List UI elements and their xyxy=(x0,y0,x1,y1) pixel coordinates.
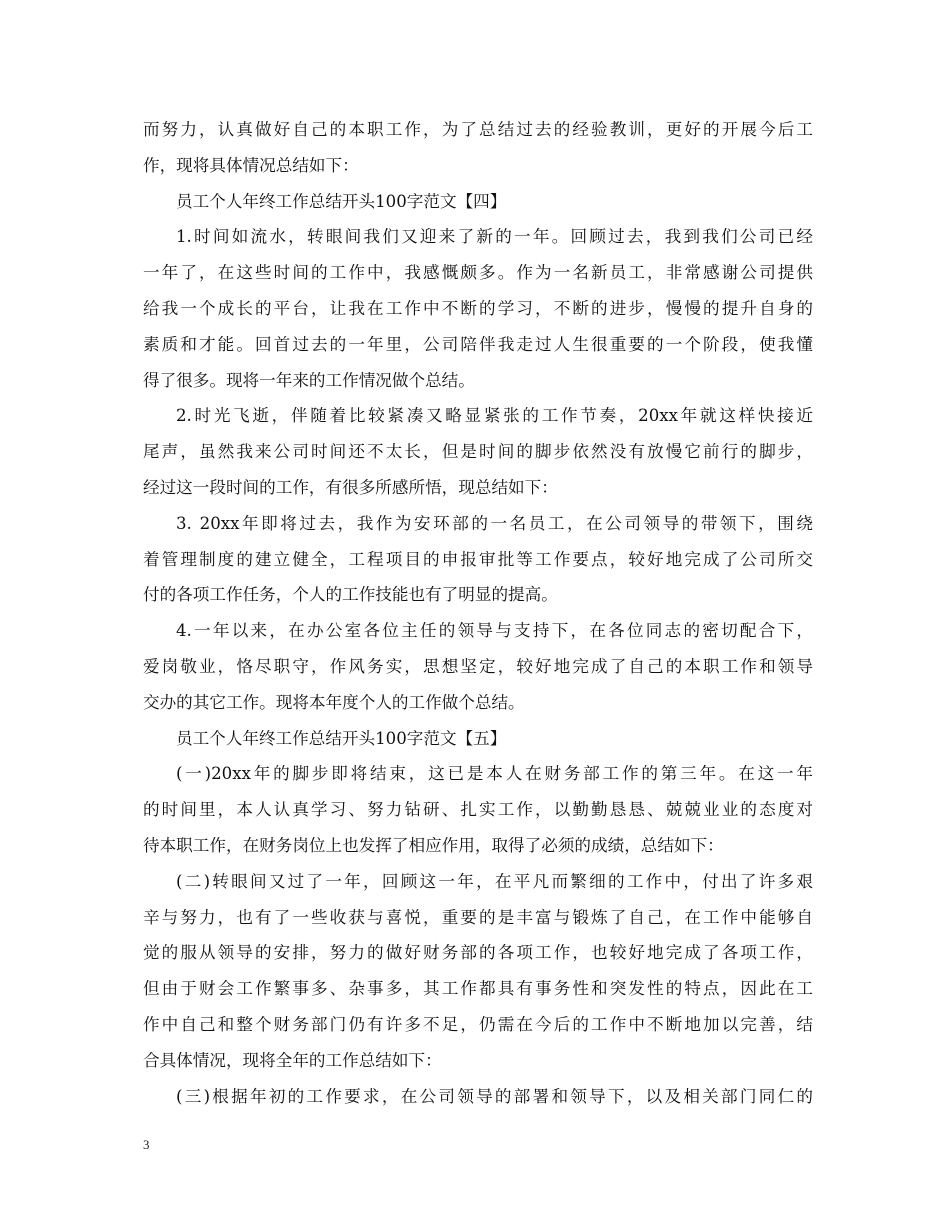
text-line: 着管理制度的建立健全，工程项目的申报审批等工作要点，较好地完成了公司所交 xyxy=(143,549,813,569)
text-line: 经过这一段时间的工作，有很多所感所悟，现总结如下： xyxy=(143,477,558,497)
text-line: (三)根据年初的工作要求，在公司领导的部署和领导下，以及相关部门同仁的 xyxy=(176,1086,813,1106)
text-line: 得了很多。现将一年来的工作情况做个总结。 xyxy=(143,370,475,390)
text-line: 1.时间如流水，转眼间我们又迎来了新的一年。回顾过去，我到我们公司已经 xyxy=(176,227,813,247)
text-line: 辛与努力，也有了一些收获与喜悦，重要的是丰富与锻炼了自己，在工作中能够自 xyxy=(143,907,813,927)
text-line: 一年了，在这些时间的工作中，我感慨颇多。作为一名新员工，非常感谢公司提供 xyxy=(143,263,813,283)
body-text xyxy=(143,112,813,1114)
text-line: 素质和才能。回首过去的一年里，公司陪伴我走过人生很重要的一个阶段，使我懂 xyxy=(143,334,813,354)
text-line: 作中自己和整个财务部门仍有许多不足，仍需在今后的工作中不断地加以完善，结 xyxy=(143,1014,813,1034)
text-line: (一)20xx年的脚步即将结束，这已是本人在财务部工作的第三年。在这一年 xyxy=(176,764,813,784)
text-line: 4.一年以来，在办公室各位主任的领导与支持下，在各位同志的密切配合下， xyxy=(176,621,813,641)
text-line: 作，现将具体情况总结如下： xyxy=(143,155,359,175)
text-line: (二)转眼间又过了一年，回顾这一年，在平凡而繁细的工作中，付出了许多艰 xyxy=(176,871,813,891)
text-line: 爱岗敬业，恪尽职守，作风务实，思想坚定，较好地完成了自己的本职工作和领导 xyxy=(143,656,813,676)
text-line: 2.时光飞逝，伴随着比较紧凑又略显紧张的工作节奏，20xx年就这样快接近 xyxy=(176,406,813,426)
text-line: 3. 20xx年即将过去，我作为安环部的一名员工，在公司领导的带领下，围绕 xyxy=(176,513,813,533)
text-line: 尾声，虽然我来公司时间还不太长，但是时间的脚步依然没有放慢它前行的脚步， xyxy=(143,442,813,462)
text-line: 待本职工作，在财务岗位上也发挥了相应作用，取得了必须的成绩，总结如下： xyxy=(143,835,724,855)
section-heading: 员工个人年终工作总结开头100字范文【四】 xyxy=(176,191,507,211)
text-line: 付的各项工作任务，个人的工作技能也有了明显的提高。 xyxy=(143,585,558,605)
page-number: 3 xyxy=(143,1137,150,1152)
text-line: 而努力，认真做好自己的本职工作，为了总结过去的经验教训，更好的开展今后工 xyxy=(143,120,813,139)
text-line: 给我一个成长的平台，让我在工作中不断的学习，不断的进步，慢慢的提升自身的 xyxy=(143,298,813,318)
text-line: 觉的服从领导的安排，努力的做好财务部的各项工作，也较好地完成了各项工作， xyxy=(143,943,813,963)
text-line: 的时间里，本人认真学习、努力钻研、扎实工作，以勤勤恳恳、兢兢业业的态度对 xyxy=(143,800,813,820)
text-line: 交办的其它工作。现将本年度个人的工作做个总结。 xyxy=(143,692,525,712)
text-line: 合具体情况，现将全年的工作总结如下： xyxy=(143,1050,442,1070)
section-heading: 员工个人年终工作总结开头100字范文【五】 xyxy=(176,728,507,748)
text-line: 但由于财会工作繁事多、杂事多，其工作都具有事务性和突发性的特点，因此在工 xyxy=(143,979,813,999)
